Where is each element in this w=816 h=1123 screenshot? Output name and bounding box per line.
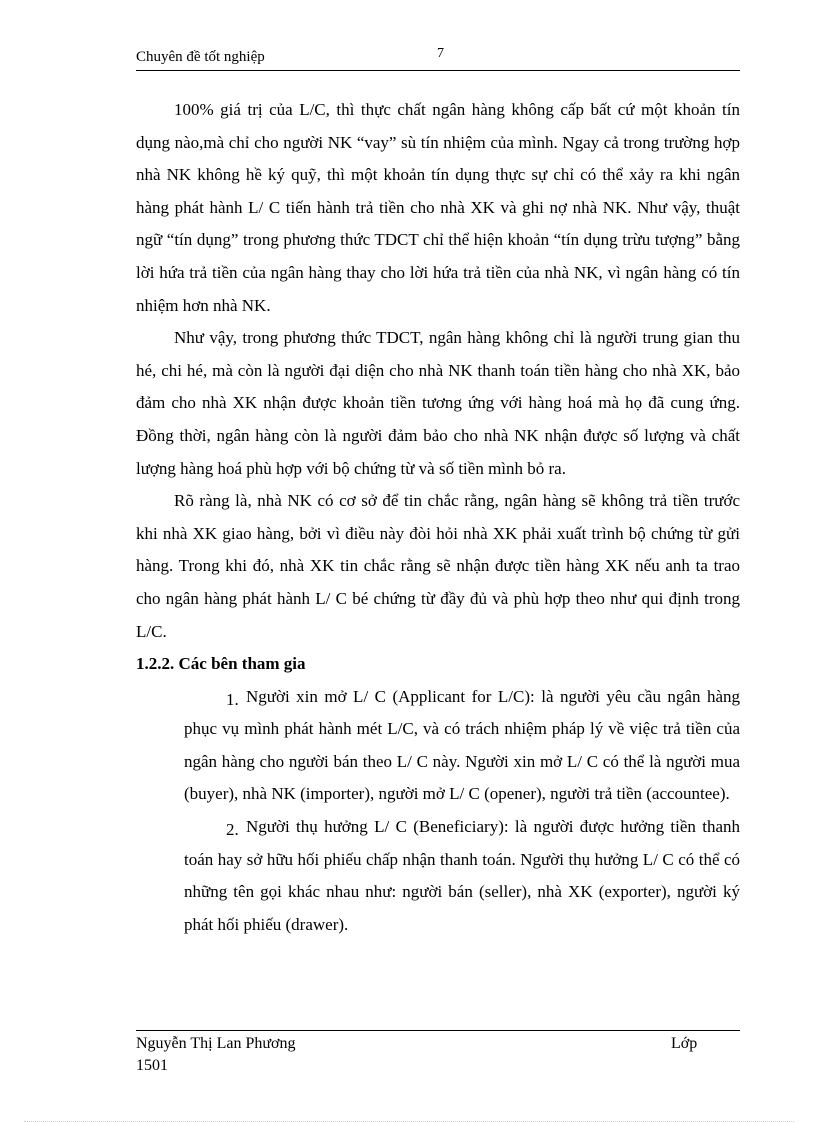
page-footer	[136, 1030, 740, 1074]
list-item-text: Người xin mở L/ C (Applicant for L/C): là người yêu cầu ngân hàng phục vụ mình phát hành mét L/C, và có trách nhiệm pháp lý về việc trả tiền của ngân hàng cho người bán theo L/ C này. Người xin mở L/ C có thể là người mua (buyer), nhà NK (importer), người mở L/ C (opener), người trả tiền (accountee).	[184, 686, 740, 804]
page-bottom-divider	[24, 1121, 794, 1122]
list-item-number: 2.	[226, 820, 239, 840]
document-body	[136, 94, 740, 941]
header-title: Chuyên đề tốt nghiệp	[136, 49, 265, 65]
page-number: 7	[437, 46, 444, 61]
paragraph-1: 100% giá trị của L/C, thì thực chất ngân hàng không cấp bất cứ một khoản tín dụng nào,mà chỉ cho người NK “vay” sù tín nhiệm của mình. Ngay cả trong trường hợp nhà NK không hề ký quỹ, thì một khoản tín dụng thực sự chỉ có thể xảy ra khi ngân hàng phát hành L/ C tiến hành trả tiền cho nhà XK và ghi nợ nhà NK. Như vậy, thuật ngữ “tín dụng” trong phương thức TDCT chỉ thể hiện khoản “tín dụng trừu tượng” bằng lời hứa trả tiền của ngân hàng thay cho lời hứa trả tiền của nhà NK, vì ngân hàng có tín nhiệm hơn nhà NK.	[136, 100, 740, 315]
list-item-text: Người thụ hưởng L/ C (Beneficiary): là người được hưởng tiền thanh toán hay sở hữu hối phiếu chấp nhận thanh toán. Người thụ hưởng L/ C có thể có những tên gọi khác nhau như: người bán (seller), nhà XK (exporter), người ký phát hối phiếu (drawer).	[184, 817, 740, 934]
paragraph-3: Rõ ràng là, nhà NK có cơ sở để tin chắc rằng, ngân hàng sẽ không trả tiền trước khi nhà XK giao hàng, bởi vì điều này đòi hỏi nhà XK phải xuất trình bộ chứng từ gửi hàng. Trong khi đó, nhà XK tin chắc rằng sẽ nhận được tiền hàng XK nếu anh ta trao cho ngân hàng phát hành L/ C bé chứng từ đầy đủ và phù hợp theo như qui định trong L/C.	[136, 491, 740, 641]
footer-class-number: 1501	[136, 1057, 168, 1074]
page-header	[136, 48, 740, 71]
footer-class-label: Lớp	[671, 1035, 698, 1052]
list-item	[184, 811, 740, 941]
list-item	[184, 681, 740, 811]
footer-author: Nguyễn Thị Lan Phương	[136, 1035, 296, 1052]
section-heading: 1.2.2. Các bên tham gia	[136, 654, 306, 674]
list-item-number: 1.	[226, 689, 239, 709]
paragraph-2: Như vậy, trong phương thức TDCT, ngân hàng không chỉ là người trung gian thu hé, chi hé, mà còn là người đại diện cho nhà NK thanh toán tiền hàng cho nhà XK, bảo đảm cho nhà XK nhận được khoản tiền tương ứng với hàng hoá mà họ đã cung ứng. Đồng thời, ngân hàng còn là người đảm bảo cho nhà NK nhận được số lượng và chất lượng hàng hoá phù hợp với bộ chứng từ và số tiền mình bỏ ra.	[136, 328, 740, 478]
